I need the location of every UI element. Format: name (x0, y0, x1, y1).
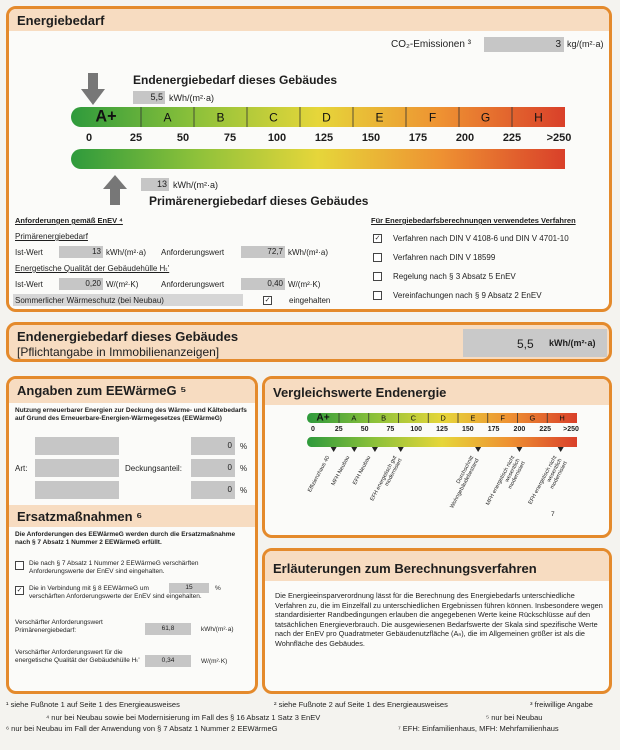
reference-marker (558, 447, 564, 452)
reference-label: EFH Neubau (351, 455, 373, 486)
huelle-anf-label: Anforderungswert (161, 280, 225, 289)
ersatz-desc: Die Anforderungen des EEWärmeG werden durch die Ersatzmaßnahme nach § 7 Absatz 1 Nummer 2 EEWärmeG erfüllt. (15, 531, 236, 546)
co2-unit: kg/(m²·a) (567, 39, 604, 49)
verfahren-label-2: Verfahren nach DIN V 18599 (393, 253, 496, 262)
tick-label: 175 (408, 132, 428, 144)
ersatz-opt2-pct-box: 15 (169, 583, 209, 593)
tick-label: >250 (546, 132, 572, 144)
prim-anf-unit: kWh/(m²·a) (288, 248, 328, 257)
class-label-g: G (480, 110, 491, 125)
reference-label: Durchschnitt Wohngebäudebestand (449, 455, 481, 510)
tick-label: 75 (223, 132, 237, 144)
ersatz-opt1-checkbox[interactable] (15, 561, 24, 570)
tick-label: 0 (85, 132, 93, 144)
footnote-3: ³ freiwillige Angabe (530, 700, 593, 709)
prim-istwert-label: Ist-Wert (15, 248, 43, 257)
end-unit: kWh/(m²·a) (169, 93, 214, 103)
art-box-3[interactable] (35, 481, 119, 499)
pct-box-3[interactable]: 0 (191, 481, 235, 499)
class-label-d: D (440, 413, 446, 423)
ersatz-opt2-label-a: Die in Verbindung mit § 8 EEWärmeG um (29, 585, 149, 592)
tick-label: 100 (267, 132, 287, 144)
ersatz-title: Ersatzmaßnahmen ⁶ (17, 509, 143, 524)
eingehalten-label: eingehalten (289, 296, 331, 305)
primaer-label: Primärenergiebedarf (15, 232, 88, 241)
tick-label: 150 (461, 426, 474, 433)
verfahren-title: Für Energiebedarfsberechnungen verwendetes Verfahren (371, 216, 576, 225)
vergleich-footnote-marker: 7 (551, 511, 555, 518)
tick-label: 125 (436, 426, 448, 433)
tick-label: 50 (176, 132, 190, 144)
banner-line1: Endenergiebedarf dieses Gebäudes (17, 329, 239, 344)
erlaeuterung-panel (262, 548, 612, 694)
tick-label: 75 (386, 426, 395, 433)
ersatz-prim-unit: kWh/(m²·a) (201, 626, 234, 633)
prim-value-box: 13 (141, 178, 169, 191)
erlaeuterung-text: Die Energieeinsparverordnung lässt für die Berechnung des Energiebedarfs unterschiedliche Verfahren zu, die im Einzelfall zu unterschiedlichen Ergebnissen führen können. Insbesondere wegen standardisierter Randbedingungen erlauben die angegebenen Werte keine Rückschlüsse auf den tatsächlichen Energieverbrauch. Die ausgewiesenen Bedarfswerte der Skala sind spezifische Werte nach der EnEV pro Quadratmeter Gebäudenutzfläche (Aₙ), die im Allgemeinen größer ist als die Wohnfläche des Gebäudes. (275, 591, 603, 648)
tick-label: 225 (502, 132, 522, 144)
ersatz-prim-label: Verschärfter Anforderungswert Primärenergiebedarf: (15, 619, 103, 634)
end-arrow-icon (81, 73, 105, 105)
ersatz-huelle-box: 0,34 (145, 655, 191, 667)
tick-label: 125 (314, 132, 334, 144)
tick-label: 200 (513, 426, 526, 433)
class-label-a: A (351, 413, 357, 423)
prim-unit: kWh/(m²·a) (173, 180, 218, 190)
huelle-label: Energetische Qualität der Gebäudehülle Hₜ' (15, 264, 170, 273)
reference-marker (372, 447, 378, 452)
scale-bar-bottom (71, 149, 565, 169)
tick-label: 100 (410, 426, 423, 433)
vergleich-title: Vergleichswerte Endenergie (265, 379, 609, 405)
energiebedarf-title: Energiebedarf (9, 9, 609, 31)
reference-marker (516, 447, 522, 452)
footnote-1: ¹ siehe Fußnote 1 auf Seite 1 des Energieausweises (6, 700, 180, 709)
ersatz-opt2-checkbox[interactable]: ✓ (16, 587, 23, 594)
tick-label: 200 (455, 132, 475, 144)
vergleich-bar-bottom (307, 437, 577, 447)
class-label-g: G (529, 413, 536, 423)
prim-ist-box: 13 (59, 246, 103, 258)
class-label-e: E (470, 413, 476, 423)
ersatz-opt2-label-b: verschärften Anforderungswerte der EnEV sind eingehalten. (29, 593, 202, 600)
prim-ist-unit: kWh/(m²·a) (106, 248, 146, 257)
ersatz-huelle-unit: W/(m²·K) (201, 658, 228, 665)
eewaerme-panel (6, 376, 258, 694)
tick-label: 225 (539, 426, 552, 433)
prim-title: Primärenergiebedarf dieses Gebäudes (149, 194, 369, 208)
co2-value-box: 3 (484, 37, 564, 52)
pct-box-2[interactable]: 0 (191, 459, 235, 477)
verfahren-checkbox-1[interactable]: ✓ (374, 235, 381, 242)
energiebedarf-panel (6, 6, 612, 312)
tick-label: 175 (487, 426, 500, 433)
end-title: Endenergiebedarf dieses Gebäudes (133, 73, 338, 87)
ersatz-opt1-label: Die nach § 7 Absatz 1 Nummer 2 EEWärmeG verschärften Anforderungswerte der EnEV sind eingehalten. (29, 560, 199, 575)
reference-label: EFH energetisch gut modernisiert (369, 455, 404, 503)
verfahren-label-3: Regelung nach § 3 Absatz 5 EnEV (393, 272, 516, 281)
ersatz-prim-box: 61,8 (145, 623, 191, 635)
class-label-aplus: A+ (95, 107, 117, 126)
prim-anf-label: Anforderungswert (161, 248, 225, 257)
prim-anf-box: 72,7 (241, 246, 285, 258)
eewaerme-desc: Nutzung erneuerbarer Energien zur Deckung des Wärme- und Kältebedarfs auf Grund des Erneuerbare-Energien-Wärmegesetzes (EEWärmeG) (15, 407, 247, 422)
class-label-d: D (322, 110, 331, 125)
class-label-b: B (216, 110, 225, 125)
huelle-ist-unit: W/(m²·K) (106, 280, 139, 289)
scale-bar-top (71, 107, 565, 127)
class-label-b: B (381, 413, 387, 423)
co2-label: CO₂-Emissionen ³ (391, 39, 472, 50)
tick-label: 150 (361, 132, 381, 144)
deckung-label: Deckungsanteil: (125, 464, 182, 473)
pct-unit-1: % (240, 442, 248, 451)
footnote-7: ⁷ EFH: Einfamilienhaus, MFH: Mehrfamilienhaus (398, 724, 559, 733)
pct-unit-3: % (240, 486, 248, 495)
vergleich-panel (262, 376, 612, 538)
tick-label: 50 (360, 426, 369, 433)
tick-label: 25 (334, 426, 343, 433)
prim-arrow-icon (103, 175, 127, 205)
reference-marker (475, 447, 481, 452)
class-label-h: H (534, 110, 543, 125)
art-box-1[interactable] (35, 437, 119, 455)
footnote-2: ² siehe Fußnote 2 auf Seite 1 des Energieausweises (274, 700, 448, 709)
class-label-e: E (375, 110, 384, 125)
verfahren-checkbox-4[interactable] (373, 291, 382, 300)
pct-unit-2: % (240, 464, 248, 473)
reference-label: MFH energetisch nicht wesentlich modernisiert (485, 455, 528, 507)
end-value-box: 5,5 (133, 91, 165, 104)
footnote-5: ⁵ nur bei Neubau (486, 713, 543, 722)
pct-box-1[interactable]: 0 (191, 437, 235, 455)
ersatz-opt2-pct-unit: % (215, 585, 221, 592)
verfahren-label-4: Vereinfachungen nach § 9 Absatz 2 EnEV (393, 291, 542, 300)
anforderungen-title: Anforderungen gemäß EnEV ⁴ (15, 216, 123, 225)
class-label-f: F (428, 110, 437, 125)
class-label-aplus: A+ (316, 413, 330, 424)
huelle-istwert-label: Ist-Wert (15, 280, 43, 289)
tick-label: >250 (563, 426, 579, 433)
reference-label: Effizienzhaus 40 (306, 455, 331, 494)
verfahren-checkbox-2[interactable] (373, 253, 382, 262)
banner-unit: kWh/(m²·a) (549, 338, 596, 348)
reference-label: EFH energetisch nicht wesentlich modernisiert (527, 455, 569, 506)
huelle-anf-unit: W/(m²·K) (288, 280, 321, 289)
verfahren-checkbox-3[interactable] (373, 272, 382, 281)
art-box-2[interactable] (35, 459, 119, 477)
banner-line2: [Pflichtangabe in Immobilienanzeigen] (17, 345, 220, 359)
tick-label: 25 (129, 132, 143, 144)
eewaerme-title: Angaben zum EEWärmeG ⁵ (9, 379, 255, 403)
tick-label: 0 (311, 426, 315, 433)
footnote-6: ⁶ nur bei Neubau im Fall der Anwendung von § 7 Absatz 1 Nummer 2 EEWärmeG (6, 724, 278, 733)
class-label-f: F (500, 413, 505, 423)
class-label-c: C (410, 413, 417, 423)
class-label-c: C (269, 110, 278, 125)
reference-marker (398, 447, 404, 452)
art-label: Art: (15, 464, 28, 473)
huelle-anf-box: 0,40 (241, 278, 285, 290)
class-label-a: A (163, 110, 172, 125)
verfahren-label-1: Verfahren nach DIN V 4108-6 und DIN V 4701-10 (393, 234, 569, 243)
waermeschutz-label: Sommerlicher Wärmeschutz (bei Neubau) (15, 296, 164, 305)
banner-value: 5,5 (517, 337, 534, 351)
ersatz-huelle-label: Verschärfter Anforderungswert für die energetische Qualität der Gebäudehülle Hₜ' (15, 649, 140, 664)
reference-label: MFH Neubau (330, 455, 352, 487)
endenergie-banner (6, 322, 612, 362)
footnote-4: ⁴ nur bei Neubau sowie bei Modernisierung im Fall des § 16 Absatz 1 Satz 3 EnEV (46, 713, 321, 722)
class-label-h: H (559, 413, 565, 423)
erlaeuterung-title: Erläuterungen zum Berechnungsverfahren (265, 551, 609, 581)
waermeschutz-checkbox[interactable]: ✓ (264, 297, 271, 304)
huelle-ist-box: 0,20 (59, 278, 103, 290)
reference-marker (331, 447, 337, 452)
reference-marker (351, 447, 357, 452)
